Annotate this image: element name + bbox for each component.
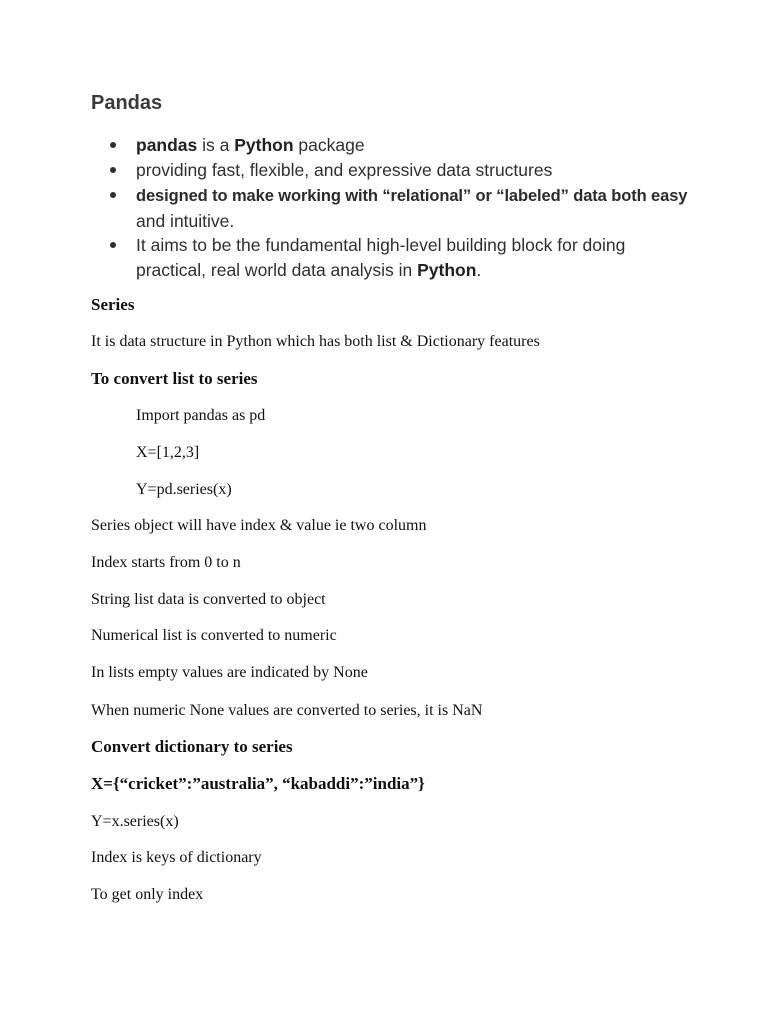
note-line: In lists empty values are indicated by None bbox=[91, 664, 368, 681]
bullet-dot-icon bbox=[110, 167, 116, 173]
dict-code-line: X={“cricket”:”australia”, “kabaddi”:”india”} bbox=[91, 774, 425, 793]
bullet-item bbox=[136, 233, 756, 282]
note-line: Index is keys of dictionary bbox=[91, 849, 262, 866]
convert-list-heading: To convert list to series bbox=[91, 369, 258, 388]
bullet-bold-text: Python bbox=[417, 259, 477, 280]
bullet-item bbox=[136, 158, 756, 183]
note-line: To get only index bbox=[91, 886, 204, 903]
note-line: Index starts from 0 to n bbox=[91, 554, 241, 571]
bullet-dot-icon bbox=[110, 242, 116, 248]
bullet-text: is a bbox=[197, 135, 235, 155]
note-line: Numerical list is converted to numeric bbox=[91, 627, 337, 644]
note-line: String list data is converted to object bbox=[91, 591, 326, 608]
convert-dict-heading: Convert dictionary to series bbox=[91, 737, 293, 756]
code-line: Y=pd.series(x) bbox=[136, 481, 232, 498]
page-title: Pandas bbox=[91, 92, 163, 114]
bullet-text: providing fast, flexible, and expressive data structures bbox=[136, 159, 553, 180]
bullet-text: and intuitive. bbox=[136, 210, 235, 231]
bullet-text: practical, real world data analysis in bbox=[136, 259, 418, 280]
bullet-text: It aims to be the fundamental high-level building block for doing bbox=[136, 235, 626, 255]
note-line: When numeric None values are converted to series, it is NaN bbox=[91, 702, 483, 719]
bullet-dot-icon bbox=[110, 142, 116, 148]
note-line: Y=x.series(x) bbox=[91, 813, 179, 830]
bullet-item bbox=[136, 133, 756, 158]
series-heading: Series bbox=[91, 295, 135, 314]
code-line: Import pandas as pd bbox=[136, 407, 266, 424]
bullet-dot-icon bbox=[110, 192, 116, 198]
bullet-bold-text: Python bbox=[234, 135, 294, 155]
bullet-bold-text: pandas bbox=[136, 135, 198, 155]
bullet-item bbox=[136, 183, 756, 233]
intro-bullet-list bbox=[91, 133, 756, 282]
note-line: Series object will have index & value ie two column bbox=[91, 517, 427, 534]
bullet-text: package bbox=[293, 135, 365, 155]
code-line: X=[1,2,3] bbox=[136, 444, 200, 461]
bullet-bold-text: designed to make working with “relational” or “labeled” data both easy bbox=[136, 187, 688, 205]
series-description: It is data structure in Python which has both list & Dictionary features bbox=[91, 333, 540, 350]
bullet-text: . bbox=[476, 259, 482, 280]
